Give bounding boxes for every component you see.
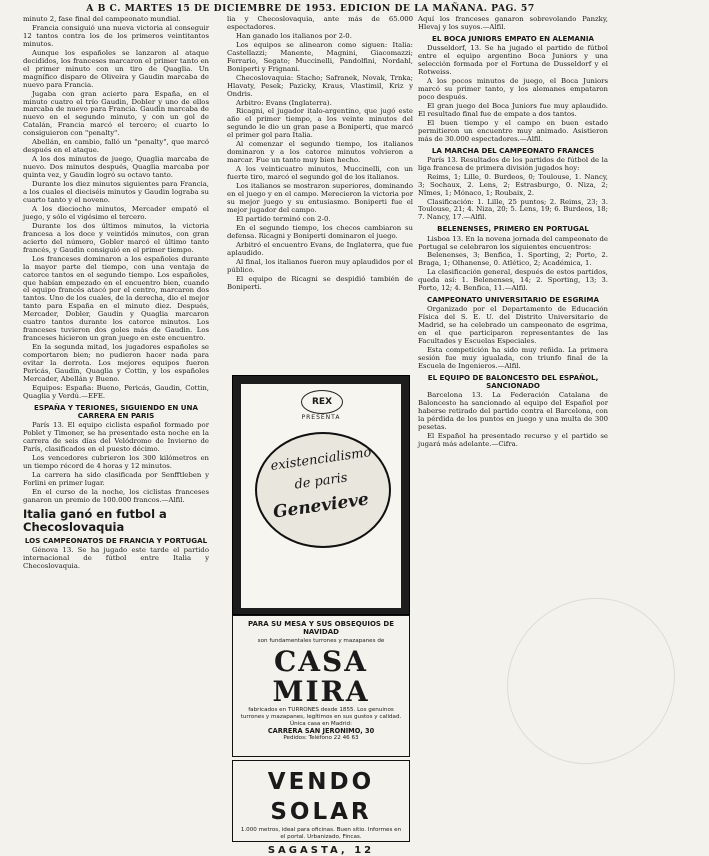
- paragraph: Arbitro: Evans (Inglaterra).: [236, 98, 332, 107]
- paragraph: Ricagni, el jugador italo-argentino, que jugó este año el primer tiempo, a los veinte minutos del segundo le dio un gran pase a Boniperti, que marcó el primer gol para Italia.: [227, 107, 413, 140]
- paragraph: minuto 2, fase final del campeonato mundial.: [23, 15, 181, 23]
- ad-line-de-paris: de paris: [293, 470, 349, 493]
- paragraph: Dusseldorf, 13. Se ha jugado el partido de fútbol entre el equipo argentino Boca Juniors y una selección formada por el Fortuna de Dusseldorf y el Rotweiss.: [418, 44, 608, 76]
- paragraph: La carrera ha sido clasificada por Senfftleben y Forlini en primer lugar.: [23, 470, 209, 487]
- column-middle: [227, 16, 413, 372]
- ad-body: fabricados en TURRONES desde 1855. Los genuinos turrones y mazapanes, legítimos en sus gustos y calidad. Única casa en Madrid:: [240, 707, 402, 727]
- headline-esgrima: CAMPEONATO UNIVERSITARIO DE ESGRIMA: [427, 295, 599, 305]
- paragraph: El equipo de Ricagni se despidió también de Boniperti.: [227, 274, 413, 291]
- paragraph: A los dos minutos de juego, Quaglia marcaba de nuevo. Dos minutos después, Quaglia marcaba por quinta vez, y Gaudin logró su octavo tanto.: [23, 155, 209, 180]
- paragraph: Abellán, en cambio, falló un "penalty", que marcó después en el ataque.: [23, 138, 209, 155]
- paragraph: A los dieciocho minutos, Mercader empató el juego, y sólo el vigésimo el tercero.: [23, 204, 209, 221]
- paragraph: Clasificación: 1. Lille, 25 puntos; 2. Reims, 23; 3. Toulouse, 21; 4. Niza, 20; 5. Lens, 19; 6. Burdeos, 18; 7. Nancy, 17.—Alfil.: [418, 197, 608, 222]
- advertisement-casa-mira: [232, 615, 410, 757]
- paragraph: Aunque los españoles se lanzaron al ataque decididos, los franceses marcaron el primer tanto en el primer minuto con un tiro de Quaglia. Un magnífico disparo de Oliveira y Gaudin marcaba de nuevo para Francia.: [23, 48, 209, 89]
- paragraph: Los italianos se mostraron superiores, dominando en el juego y en el campo. Merecieron la victoria por su mejor juego y su entusiasmo. Boniperti fue el mejor jugador del campo.: [227, 182, 413, 214]
- ad-address: CARRERA SAN JERONIMO, 30: [267, 727, 375, 736]
- paragraph: Esta competición ha sido muy reñida. La primera sesión fue muy igualada, con triunfo final de la Escuela de Ingenieros.—Alfil.: [418, 346, 608, 371]
- paragraph: Aquí los franceses ganaron sobrevolando Panzky, Hlevaj y los suyos.—Alfil.: [418, 15, 608, 31]
- ad-body: 1.000 metros, ideal para oficinas. Buen sitio. Informes en el portal. Urbanizado, Fincas.: [240, 827, 402, 840]
- ad-line-genevieve: Genevieve: [271, 489, 371, 523]
- paragraph: El buen tiempo y el campo en buen estado permitieron un encuentro muy animado. Asistieron más de 30.000 espectadores.—Alfil.: [418, 118, 608, 143]
- paragraph: París 13. El equipo ciclista español formado por Poblet y Timoner, se ha presentado esta noche en la carrera de seis días del Velódromo de Invierno de París, clasificados en el puesto décimo.: [23, 421, 209, 454]
- headline-frances: LA MARCHA DEL CAMPEONATO FRANCES: [431, 145, 595, 155]
- paragraph: En la segunda mitad, los jugadores españoles se comportaron bien; no pudieron hacer nada para evitar la derrota. Los mejores equipos fueron Pericás, Gaudin, Quaglia y Cottin, y los españoles Mercader, Abellán y Bueno.: [23, 343, 209, 383]
- paragraph: El gran juego del Boca Juniors fue muy aplaudido. El resultado final fue de empate a dos tantos.: [418, 101, 608, 118]
- paragraph: La clasificación general, después de estos partidos, queda así: 1. Belenenses, 14; 2. Sporting, 13; 3. Porto, 12; 4. Benfica, 11.—Alfil.: [418, 268, 608, 293]
- paragraph: El partido terminó con 2-0.: [236, 214, 331, 223]
- advertisement-genevieve: [232, 375, 410, 615]
- paragraph: El Español ha presentado recurso y el partido se jugará más adelante.—Cifra.: [418, 432, 608, 449]
- rex-logo: REX: [301, 390, 343, 414]
- ad-subline: son fundamentales turrones y mazapanes de: [257, 638, 385, 644]
- paragraph: A los veinticuatro minutos, Muccinelli, con un fuerte tiro, marcó el segundo gol de los italianos.: [227, 165, 413, 182]
- paragraph: Durante los diez minutos siguientes para Francia, a los cuales el dieciséis minutos y Gaudin lograba su cuarto tanto y el noveno.: [23, 180, 209, 204]
- headline-boca: EL BOCA JUNIORS EMPATO EN ALEMANIA: [432, 33, 594, 43]
- paragraph: Durante los dos últimos minutos, la victoria francesa a los doce y veintidós minutos, con gran acierto del número, Gobler marcó el último tanto francés, y Gaudin consiguió en el primer tiempo.: [23, 221, 209, 254]
- paragraph: Reims, 1; Lille, 0. Burdeos, 0; Toulouse, 1. Nancy, 3; Sochaux, 2. Lens, 2; Estrasburgo, 0. Niza, 2; Nîmes, 1; Mónaco, 1; Roubaix, 2.: [418, 172, 608, 197]
- paragraph: Lisboa 13. En la novena jornada del campeonato de Portugal se celebraron los siguientes encuentros:: [418, 234, 608, 251]
- headline-belenenses: BELENENSES, PRIMERO EN PORTUGAL: [437, 224, 589, 234]
- column-left: [23, 16, 209, 846]
- ad-phone: Pedidos: Teléfono 22 46 63: [283, 735, 359, 742]
- paragraph: Checoslovaquia: Stacho; Safranek, Novak, Trnka; Hlavaty, Pesek; Pazicky, Kraus, Vlastimil, Kriz y Ondris.: [227, 73, 413, 98]
- paragraph: Organizado por el Departamento de Educación Física del S. E. U. del Distrito Universitario de Madrid, se ha celebrado un campeonato de esgrima, en el que participaron representantes de las Facultades y Escuelas Especiales.: [418, 305, 608, 346]
- paragraph: Los franceses dominaron a los españoles durante la mayor parte del tiempo, con una ventaja de catorce tantos en el segundo tiempo. Los españoles, que habían empezado en el encuentro bien, cuando el equipo francés atacó por el centro, marcaron dos tantos. Uno de los cuales, de la derecha, dio el mejor tanto para España en el minuto diez. Después, Mercader, Dobler, Gaudin y Quaglia marcaron cuatro tantos durante los catorce minutos. Los franceses tuvieron dos goles más de Gaudin. Los franceses hicieron un gran juego en este encuentro.: [23, 254, 209, 343]
- paragraph: Francia consiguió una nueva victoria al conseguir 12 tantos contra los de los primeros veintitantos minutos.: [23, 23, 209, 48]
- paragraph: Los equipos se alinearon como siguen: Italia: Castellazzi; Manente, Magnini, Giacomazzi; Ferrario, Segato; Muccinelli, Pandolfini, Nordahl, Boniperti y Frignani.: [227, 40, 413, 73]
- paragraph: Génova 13. Se ha jugado este tarde el partido internacional de fútbol entre Italia y Checoslovaquia.: [23, 545, 209, 570]
- paragraph: Al final, los italianos fueron muy aplaudidos por el público.: [227, 257, 413, 274]
- headline-baloncesto: EL EQUIPO DE BALONCESTO DEL ESPAÑOL, SANCIONADO: [427, 373, 599, 391]
- paragraph: En el segundo tiempo, los checos cambiaron su defensa. Ricagni y Boniperti dominaron el juego.: [227, 223, 413, 240]
- ad-brand: CASA MIRA: [272, 645, 370, 708]
- paragraph: Jugaba con gran acierto para España, en el minuto cuatro el trío Gaudin, Dobler y uno de ellos marcaba de nuevo para Francia. Gaudin marcaba de nuevo en el segundo minuto, y con un gol de Catalán, Francia marcó el tercero; el cuarto lo consiguieron con "penalty".: [23, 89, 209, 138]
- headline-cycling: ESPAÑA Y TERIONES, SIGUIENDO EN UNA CARRERA EN PARIS: [34, 402, 198, 420]
- paragraph: Los vencedores cubrieron los 300 kilómetros en un tiempo récord de 4 horas y 12 minutos.: [23, 454, 209, 470]
- paragraph: Al comenzar el segundo tiempo, los italianos dominaron y a los catorce minutos volvieron a marcar. Fue un tanto muy bien hecho.: [227, 140, 413, 165]
- advertisement-vendo-solar: [232, 760, 410, 856]
- paragraph: lia y Checoslovaquia, ante más de 65.000 espectadores.: [227, 15, 413, 31]
- ad-brand: VENDO SOLAR: [267, 769, 375, 825]
- ad-frame: [241, 384, 401, 608]
- paragraph: Equipos: España: Bueno, Pericás, Gaudin, Cottin, Quaglia y Verdú.—EFE.: [23, 383, 209, 400]
- paragraph: En el curso de la noche, los ciclistas franceses ganaron un premio de 100.000 francos.—Alfil.: [23, 487, 209, 504]
- ad-headline: PARA SU MESA Y SUS OBSEQUIOS DE NAVIDAD: [247, 620, 395, 636]
- paragraph: Han ganado los italianos por 2-0.: [236, 31, 352, 40]
- paragraph: Barcelona 13. La Federación Catalana de Baloncesto ha sancionado al equipo del Español por haberse retirado del partido contra el Barcelona, con la pérdida de los puntos en juego y una multa de 300 pesetas.: [418, 391, 608, 432]
- paragraph: Belenenses, 3; Benfica, 1. Sporting, 2; Porto, 2. Braga, 1; Olhanense, 0. Atlético, 2; Académica, 1.: [418, 251, 608, 268]
- ad-address: SAGASTA, 12: [267, 844, 375, 856]
- ad-presenta: PRESENTA: [301, 414, 341, 421]
- ad-line-existencialismo: existencialismo: [269, 445, 373, 474]
- paragraph: A los pocos minutos de juego, el Boca Juniors marcó su primer tanto, y los alemanes empataron poco después.: [418, 76, 608, 101]
- headline-italia: Italia ganó en futbol a Checoslovaquia: [23, 506, 167, 534]
- paragraph: París 13. Resultados de los partidos de fútbol de la liga francesa de primera división jugados hoy:: [418, 155, 608, 172]
- subhead-campeonatos: LOS CAMPEONATOS DE FRANCIA Y PORTUGAL: [24, 535, 208, 545]
- paragraph: Arbitró el encuentro Evans, de Inglaterra, que fue aplaudido.: [227, 240, 413, 257]
- page-header: A B C. MARTES 15 DE DICIEMBRE DE 1953. EDICION DE LA MAÑANA. PAG. 57: [86, 3, 535, 14]
